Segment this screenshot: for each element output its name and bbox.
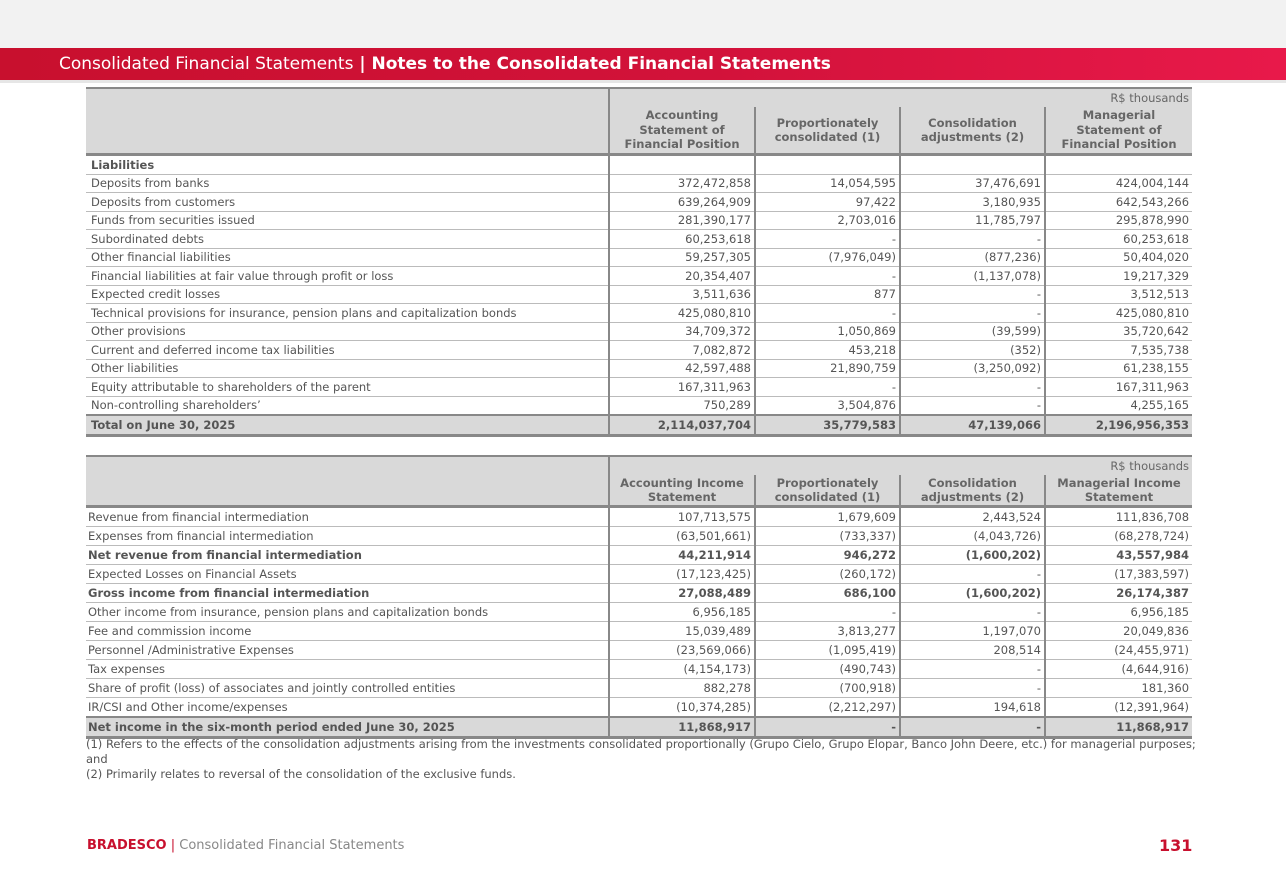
row-value: 295,878,990 <box>1045 211 1192 230</box>
row-value: 1,197,070 <box>900 622 1045 641</box>
table-column-headers <box>86 475 1192 507</box>
row-value: 946,272 <box>755 546 900 565</box>
banner-subsection: Notes to the Consolidated Financial Statements <box>371 54 831 74</box>
row-value: 7,535,738 <box>1045 341 1192 360</box>
row-value: 194,618 <box>900 698 1045 718</box>
row-value: 642,543,266 <box>1045 193 1192 212</box>
row-value: 6,956,185 <box>1045 603 1192 622</box>
column-header-adjustments: Consolidation adjustments (2) <box>900 475 1045 507</box>
row-value: (733,337) <box>755 527 900 546</box>
row-value: 27,088,489 <box>609 584 755 603</box>
total-value: 35,779,583 <box>755 415 900 435</box>
row-value: 167,311,963 <box>1045 378 1192 397</box>
row-value: 453,218 <box>755 341 900 360</box>
row-value: 882,278 <box>609 679 755 698</box>
income-statement-table <box>86 455 1192 739</box>
row-value: (877,236) <box>900 248 1045 267</box>
row-label: IR/CSI and Other income/expenses <box>86 698 609 718</box>
table-row <box>86 546 1192 565</box>
row-value: (260,172) <box>755 565 900 584</box>
total-label: Net income in the six-month period ended June 30, 2025 <box>86 717 609 738</box>
table-header-label-cell <box>86 475 609 507</box>
row-label: Equity attributable to shareholders of the parent <box>86 378 609 397</box>
column-header-accounting: Accounting Income Statement <box>609 475 755 507</box>
row-label: Financial liabilities at fair value through profit or loss <box>86 267 609 286</box>
total-value: 11,868,917 <box>1045 717 1192 738</box>
row-value: 167,311,963 <box>609 378 755 397</box>
table-row <box>86 304 1192 323</box>
row-value: 425,080,810 <box>609 304 755 323</box>
row-value: 97,422 <box>755 193 900 212</box>
footnote-1: (1) Refers to the effects of the consolidation adjustments arising from the investments consolidated proportionally (Grupo Cielo, Grupo Elopar, Banco John Deere, etc.) for managerial purposes; and <box>86 737 1196 766</box>
total-label: Total on June 30, 2025 <box>86 415 609 435</box>
row-value: 281,390,177 <box>609 211 755 230</box>
total-value: 11,868,917 <box>609 717 755 738</box>
top-margin <box>0 0 1286 48</box>
row-value: 35,720,642 <box>1045 322 1192 341</box>
row-value: 3,813,277 <box>755 622 900 641</box>
row-value: 424,004,144 <box>1045 174 1192 193</box>
row-value: - <box>900 230 1045 249</box>
section-row <box>86 155 1192 175</box>
row-label: Other liabilities <box>86 359 609 378</box>
row-value: 50,404,020 <box>1045 248 1192 267</box>
table-row <box>86 267 1192 286</box>
row-value: 639,264,909 <box>609 193 755 212</box>
row-value: 11,785,797 <box>900 211 1045 230</box>
column-header-accounting: Accounting Statement of Financial Position <box>609 107 755 155</box>
row-value: 19,217,329 <box>1045 267 1192 286</box>
row-value: 7,082,872 <box>609 341 755 360</box>
column-header-proportionate: Proportionately consolidated (1) <box>755 107 900 155</box>
row-value: - <box>900 660 1045 679</box>
row-value: (17,123,425) <box>609 565 755 584</box>
row-label: Other financial liabilities <box>86 248 609 267</box>
row-value: 26,174,387 <box>1045 584 1192 603</box>
row-value: (700,918) <box>755 679 900 698</box>
table-row <box>86 341 1192 360</box>
table-row <box>86 211 1192 230</box>
row-value: 42,597,488 <box>609 359 755 378</box>
banner-section: Consolidated Financial Statements <box>59 54 354 74</box>
row-value: 21,890,759 <box>755 359 900 378</box>
row-value: 3,512,513 <box>1045 285 1192 304</box>
page-footer <box>87 838 404 853</box>
footnote-2: (2) Primarily relates to reversal of the consolidation of the exclusive funds. <box>86 767 516 781</box>
row-value: 20,049,836 <box>1045 622 1192 641</box>
table-row <box>86 584 1192 603</box>
row-value: 3,504,876 <box>755 396 900 415</box>
table-row <box>86 396 1192 415</box>
row-value: 1,050,869 <box>755 322 900 341</box>
row-value: - <box>900 603 1045 622</box>
row-value: 181,360 <box>1045 679 1192 698</box>
row-value: (2,212,297) <box>755 698 900 718</box>
row-value: (10,374,285) <box>609 698 755 718</box>
row-label: Other provisions <box>86 322 609 341</box>
total-value: 47,139,066 <box>900 415 1045 435</box>
row-value: - <box>755 603 900 622</box>
row-label: Technical provisions for insurance, pension plans and capitalization bonds <box>86 304 609 323</box>
banner-shadow <box>0 80 1286 83</box>
row-label: Net revenue from financial intermediation <box>86 546 609 565</box>
row-value: (7,976,049) <box>755 248 900 267</box>
row-value: 14,054,595 <box>755 174 900 193</box>
table-row <box>86 378 1192 397</box>
total-row <box>86 717 1192 738</box>
table-row <box>86 527 1192 546</box>
row-value: 3,180,935 <box>900 193 1045 212</box>
unit-label: R$ thousands <box>609 88 1192 107</box>
row-value: (1,600,202) <box>900 584 1045 603</box>
row-value: 686,100 <box>755 584 900 603</box>
row-label: Deposits from customers <box>86 193 609 212</box>
total-row <box>86 415 1192 435</box>
table-row <box>86 622 1192 641</box>
row-value: (4,154,173) <box>609 660 755 679</box>
table-row <box>86 285 1192 304</box>
table-row <box>86 322 1192 341</box>
row-value: (39,599) <box>900 322 1045 341</box>
table-row <box>86 359 1192 378</box>
row-label: Revenue from financial intermediation <box>86 507 609 527</box>
row-value: 877 <box>755 285 900 304</box>
row-value: (1,600,202) <box>900 546 1045 565</box>
row-value: 61,238,155 <box>1045 359 1192 378</box>
row-value: 3,511,636 <box>609 285 755 304</box>
brand-name: BRADESCO <box>87 838 167 853</box>
table-row <box>86 660 1192 679</box>
table-row <box>86 698 1192 718</box>
row-value: (4,644,916) <box>1045 660 1192 679</box>
row-label: Expected credit losses <box>86 285 609 304</box>
table-row <box>86 641 1192 660</box>
row-value: 750,289 <box>609 396 755 415</box>
table-column-headers <box>86 107 1192 155</box>
row-value: 1,679,609 <box>755 507 900 527</box>
row-value: (23,569,066) <box>609 641 755 660</box>
row-label: Subordinated debts <box>86 230 609 249</box>
column-header-managerial: Managerial Income Statement <box>1045 475 1192 507</box>
column-header-adjustments: Consolidation adjustments (2) <box>900 107 1045 155</box>
row-label: Other income from insurance, pension plans and capitalization bonds <box>86 603 609 622</box>
section-banner <box>0 48 1286 80</box>
row-value: (3,250,092) <box>900 359 1045 378</box>
banner-separator: | <box>353 54 372 74</box>
table-row <box>86 507 1192 527</box>
row-value: - <box>755 267 900 286</box>
row-value: - <box>900 285 1045 304</box>
table-row <box>86 565 1192 584</box>
liabilities-table <box>86 87 1192 437</box>
banner-title <box>59 54 831 74</box>
row-value: (1,137,078) <box>900 267 1045 286</box>
total-value: - <box>755 717 900 738</box>
table-row <box>86 193 1192 212</box>
row-value: - <box>900 679 1045 698</box>
column-header-managerial: Managerial Statement of Financial Position <box>1045 107 1192 155</box>
total-value: 2,114,037,704 <box>609 415 755 435</box>
row-value: 15,039,489 <box>609 622 755 641</box>
row-label: Deposits from banks <box>86 174 609 193</box>
total-value: 2,196,956,353 <box>1045 415 1192 435</box>
row-value: (17,383,597) <box>1045 565 1192 584</box>
row-value: 6,956,185 <box>609 603 755 622</box>
row-value: 34,709,372 <box>609 322 755 341</box>
row-value: - <box>755 304 900 323</box>
row-value: 2,443,524 <box>900 507 1045 527</box>
row-value: (4,043,726) <box>900 527 1045 546</box>
table-row <box>86 679 1192 698</box>
row-value: 2,703,016 <box>755 211 900 230</box>
footer-title: Consolidated Financial Statements <box>179 838 405 853</box>
row-value: (1,095,419) <box>755 641 900 660</box>
row-value: - <box>900 304 1045 323</box>
row-value: - <box>900 565 1045 584</box>
row-label: Funds from securities issued <box>86 211 609 230</box>
row-value: 208,514 <box>900 641 1045 660</box>
row-value: 20,354,407 <box>609 267 755 286</box>
row-value: - <box>900 378 1045 397</box>
row-value: (352) <box>900 341 1045 360</box>
row-label: Non-controlling shareholders’ <box>86 396 609 415</box>
table-row <box>86 230 1192 249</box>
table-header-label-cell <box>86 107 609 155</box>
row-label: Expected Losses on Financial Assets <box>86 565 609 584</box>
column-header-proportionate: Proportionately consolidated (1) <box>755 475 900 507</box>
footnotes <box>86 737 1196 782</box>
unit-label: R$ thousands <box>609 456 1192 475</box>
row-value: 111,836,708 <box>1045 507 1192 527</box>
row-value: (24,455,971) <box>1045 641 1192 660</box>
row-value: - <box>755 230 900 249</box>
footer-separator: | <box>166 838 180 853</box>
row-label: Share of profit (loss) of associates and jointly controlled entities <box>86 679 609 698</box>
row-value: (63,501,661) <box>609 527 755 546</box>
row-label: Tax expenses <box>86 660 609 679</box>
row-value: 372,472,858 <box>609 174 755 193</box>
row-label: Expenses from financial intermediation <box>86 527 609 546</box>
row-value: 44,211,914 <box>609 546 755 565</box>
row-label: Personnel /Administrative Expenses <box>86 641 609 660</box>
section-label: Liabilities <box>86 155 609 175</box>
row-label: Fee and commission income <box>86 622 609 641</box>
row-value: (490,743) <box>755 660 900 679</box>
row-value: (12,391,964) <box>1045 698 1192 718</box>
row-label: Gross income from financial intermediation <box>86 584 609 603</box>
total-value: - <box>900 717 1045 738</box>
table-row <box>86 603 1192 622</box>
table-unit-row <box>86 456 1192 475</box>
row-value: 59,257,305 <box>609 248 755 267</box>
row-value: 4,255,165 <box>1045 396 1192 415</box>
table-header-blank <box>86 88 609 107</box>
row-value: - <box>900 396 1045 415</box>
page-number: 131 <box>1159 836 1193 855</box>
row-value: (68,278,724) <box>1045 527 1192 546</box>
row-value: - <box>755 378 900 397</box>
table-row <box>86 248 1192 267</box>
row-value: 425,080,810 <box>1045 304 1192 323</box>
row-value: 107,713,575 <box>609 507 755 527</box>
table-unit-row <box>86 88 1192 107</box>
row-value: 60,253,618 <box>1045 230 1192 249</box>
table-header-blank <box>86 456 609 475</box>
row-value: 37,476,691 <box>900 174 1045 193</box>
table-row <box>86 174 1192 193</box>
row-value: 60,253,618 <box>609 230 755 249</box>
row-label: Current and deferred income tax liabilities <box>86 341 609 360</box>
row-value: 43,557,984 <box>1045 546 1192 565</box>
